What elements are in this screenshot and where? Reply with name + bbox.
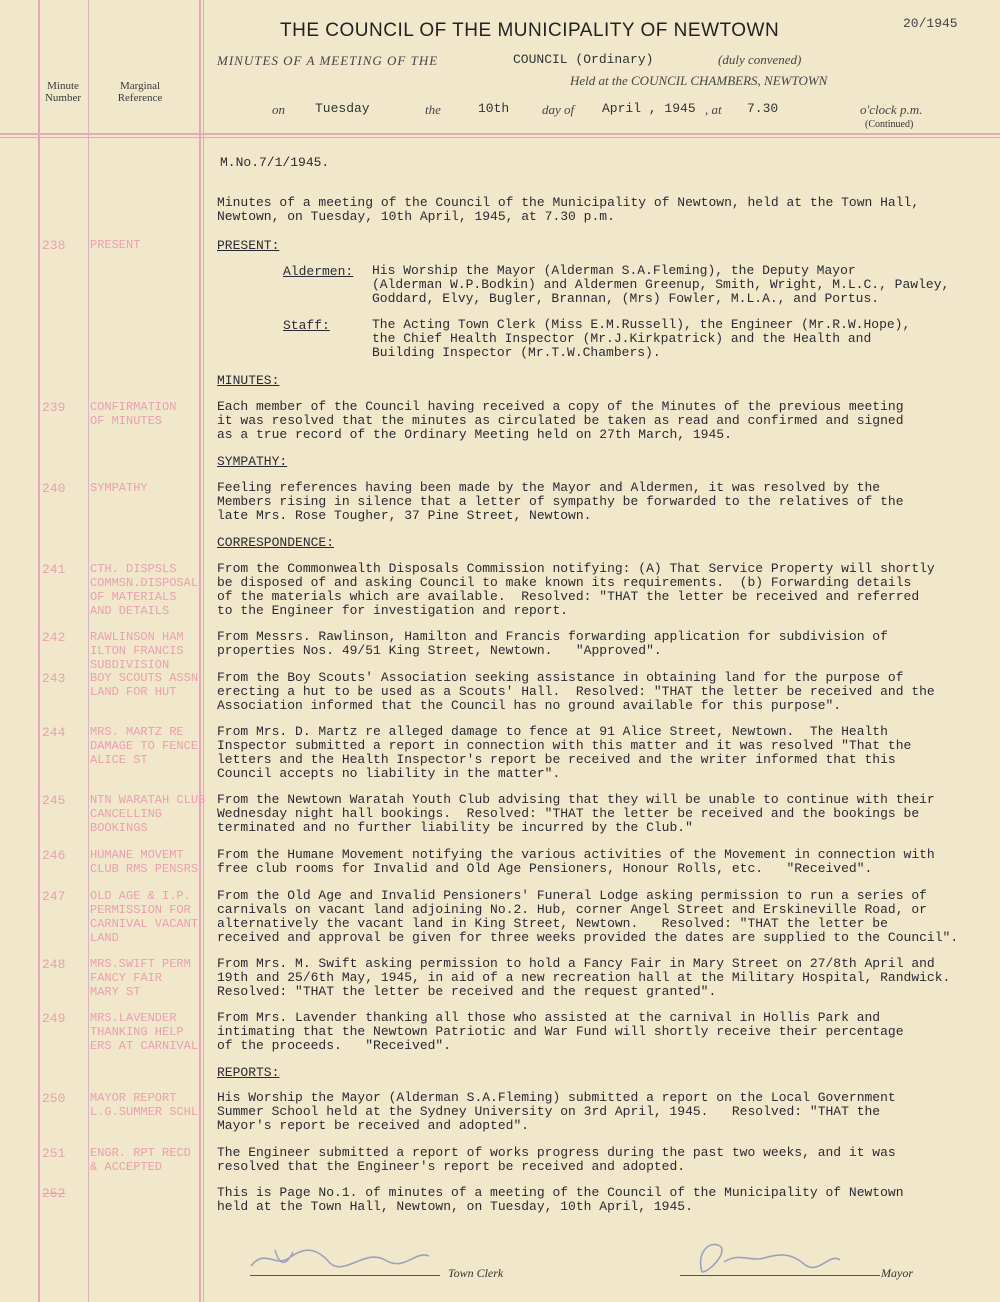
correspondence-247: From the Old Age and Invalid Pensioners' Funeral Lodge asking permission to run a series of carnivals on vacant land adjoining No.2. Hub, corner Angel Street and Erskineville Road, or alternatively the vacant land in King Street, Newtown. Resolved: "THAT the letter be received and approval be given for three weeks provided the dates are supplied to the Council". — [217, 888, 959, 945]
minutes-of-meeting-label: MINUTES OF A MEETING OF THE — [217, 53, 439, 68]
minutes-heading: MINUTES: — [217, 373, 280, 388]
col-header-minute — [40, 80, 86, 104]
col-header-marginal-line2: Reference — [117, 92, 163, 104]
col-header-marginal-line1: Marginal — [119, 80, 161, 92]
minutes-text: Each member of the Council having received a copy of the Minutes of the previous meeting it was resolved that the minutes as circulated be taken as read and confirmed and signed as a true record of the Ordinary Meeting held on 27th March, 1945. — [217, 399, 904, 442]
minute-number-248: 248 — [42, 957, 66, 972]
mayor-label: Mayor — [881, 1266, 913, 1280]
marginal-ref-240: SYMPATHY — [90, 481, 148, 495]
meeting-date: 10th — [478, 101, 510, 116]
header-rule — [0, 133, 1000, 135]
minute-number-247: 247 — [42, 889, 66, 904]
correspondence-242: From Messrs. Rawlinson, Hamilton and Francis forwarding application for subdivision of properties Nos. 49/51 King Street, Newtown. "Approved". — [217, 629, 888, 658]
town-clerk-signature-text: EMRussell — [245, 1238, 251, 1239]
marginal-ref-248: MRS.SWIFT PERM FANCY FAIR MARY ST — [90, 957, 191, 999]
correspondence-246: From the Humane Movement notifying the various activities of the Movement in connection with free club rooms for Invalid and Old Age Pensioners, Honour Rolls, etc. "Received". — [217, 847, 935, 876]
minute-number-238: 238 — [42, 238, 66, 253]
correspondence-248: From Mrs. M. Swift asking permission to hold a Fancy Fair in Mary Street on 27/8th April and 19th and 25/6th May, 1945, in aid of a new recreation hall at the Military Hospital, Randwick. Resolved: "THAT the letter be received and the request granted". — [217, 956, 951, 999]
aldermen-label: Aldermen: — [283, 264, 354, 279]
marginal-ref-238: PRESENT — [90, 238, 141, 252]
marginal-ref-247: OLD AGE & I.P. PERMISSION FOR CARNIVAL VACANT LAND — [90, 889, 199, 945]
correspondence-241: From the Commonwealth Disposals Commission notifying: (A) That Service Property will shortly be disposed of and asking Council to make known its requirements. (b) Forwarding details of the materials which are available. Resolved: "THAT the letter be received and referred to the Engineer for investigation and report. — [217, 561, 935, 618]
mayor-signature-line — [680, 1275, 880, 1276]
at-label: , at — [705, 102, 722, 117]
report-251: The Engineer submitted a report of works progress during the past two weeks, and it was resolved that the Engineer's report be received and adopted. — [217, 1145, 896, 1174]
minute-number-240: 240 — [42, 481, 66, 496]
staff-text: The Acting Town Clerk (Miss E.M.Russell), the Engineer (Mr.R.W.Hope), the Chief Health Inspector (Mr.J.Kirkpatrick) and the Health and Building Inspector (Mr.T.W.Chambers). — [372, 317, 911, 360]
council-title: THE COUNCIL OF THE MUNICIPALITY OF NEWTOWN — [280, 20, 780, 41]
marginal-ref-249: MRS.LAVENDER THANKING HELP ERS AT CARNIVAL — [90, 1011, 199, 1053]
minute-reference: M.No.7/1/1945. — [220, 155, 330, 170]
marginal-ref-250: MAYOR REPORT L.G.SUMMER SCHL — [90, 1091, 199, 1119]
aldermen-text: His Worship the Mayor (Alderman S.A.Fleming), the Deputy Mayor (Alderman W.P.Bodkin) and Aldermen Greenup, Smith, Wright, M.L.C., Pawley, Goddard, Elvy, Bugler, Brannan, (Mrs) Fowler, M.L.A., and Portus. — [372, 263, 950, 306]
margin-rule-right — [199, 0, 201, 1302]
sympathy-heading: SYMPATHY: — [217, 454, 288, 469]
meeting-time: 7.30 — [747, 101, 779, 116]
town-clerk-signature-line — [250, 1275, 440, 1276]
minute-number-239: 239 — [42, 400, 66, 415]
marginal-ref-242: RAWLINSON HAM ILTON FRANCIS SUBDIVISION — [90, 630, 184, 672]
marginal-ref-239: CONFIRMATION OF MINUTES — [90, 400, 177, 428]
minute-number-250: 250 — [42, 1091, 66, 1106]
marginal-ref-241: CTH. DISPSLS COMMSN.DISPOSAL OF MATERIALS AND DETAILS — [90, 562, 199, 618]
sympathy-text: Feeling references having been made by the Mayor and Aldermen, it was resolved by the Members rising in silence that a letter of sympathy be forwarded to the relatives of the late Mrs. Rose Tougher, 37 Pine Street, Newtown. — [217, 480, 904, 523]
margin-rule-middle — [88, 0, 89, 1302]
document-number: 20/1945 — [903, 16, 958, 31]
minute-number-242: 242 — [42, 630, 66, 645]
minute-number-245: 245 — [42, 793, 66, 808]
continued-label: (Continued) — [865, 119, 914, 130]
oclock-label: o'clock p.m. — [860, 102, 923, 117]
correspondence-245: From the Newtown Waratah Youth Club advising that they will be unable to continue with their Wednesday night hall bookings. Resolved: "THAT the letter be received and the bookings be terminated and no further liability be incurred by the Club." — [217, 792, 935, 835]
margin-rule-right-inner — [203, 0, 204, 1302]
duly-convened: (duly convened) — [718, 52, 802, 67]
town-clerk-signature — [245, 1238, 435, 1278]
correspondence-heading: CORRESPONDENCE: — [217, 535, 335, 550]
reports-heading: REPORTS: — [217, 1065, 280, 1080]
mayor-signature-text: S Fleming — [680, 1232, 686, 1233]
staff-label: Staff: — [283, 318, 330, 333]
meeting-month-year: April , 1945 — [602, 101, 696, 116]
present-heading: PRESENT: — [217, 238, 280, 253]
header-rule-inner — [0, 137, 1000, 138]
marginal-ref-245: NTN WARATAH CLUB CANCELLING BOOKINGS — [90, 793, 206, 835]
correspondence-244: From Mrs. D. Martz re alleged damage to fence at 91 Alice Street, Newtown. The Health Inspector submitted a report in connection with this matter and it was resolved "That the letters and the Health Inspector's report be received and the writer informed that this Council accepts no liability in the matter". — [217, 724, 912, 781]
held-at: Held at the COUNCIL CHAMBERS, NEWTOWN — [570, 73, 828, 88]
minute-number-246: 246 — [42, 848, 66, 863]
col-header-minute-line2: Number — [44, 92, 82, 104]
day-of-label: day of — [542, 102, 575, 117]
correspondence-249: From Mrs. Lavender thanking all those who assisted at the carnival in Hollis Park and intimating that the Newtown Patriotic and War Fund will shortly receive their percentage of the proceeds. "Received". — [217, 1010, 904, 1053]
meeting-day: Tuesday — [315, 101, 370, 116]
minute-number-251: 251 — [42, 1146, 66, 1161]
minute-number-252-struck: 252 — [42, 1186, 66, 1201]
marginal-ref-246: HUMANE MOVEMT CLUB RMS PENSRS — [90, 848, 199, 876]
page-note: This is Page No.1. of minutes of a meeting of the Council of the Municipality of Newtown held at the Town Hall, Newtown, on Tuesday, 10th April, 1945. — [217, 1185, 904, 1214]
marginal-ref-251: ENGR. RPT RECD & ACCEPTED — [90, 1146, 191, 1174]
report-250: His Worship the Mayor (Alderman S.A.Fleming) submitted a report on the Local Government Summer School held at the Sydney University on 3rd April, 1945. Resolved: "THAT the Mayor's report be received and adopted". — [217, 1090, 896, 1133]
marginal-ref-243: BOY SCOUTS ASSN LAND FOR HUT — [90, 671, 199, 699]
town-clerk-label: Town Clerk — [448, 1266, 504, 1280]
on-label: on — [272, 102, 285, 117]
correspondence-243: From the Boy Scouts' Association seeking assistance in obtaining land for the purpose of erecting a hut to be used as a Scouts' Hall. Resolved: "THAT the letter be received and the Association informed that the Council has no ground available for this purpose". — [217, 670, 935, 713]
minute-number-243: 243 — [42, 671, 66, 686]
col-header-minute-line1: Minute — [47, 80, 79, 92]
marginal-ref-244: MRS. MARTZ RE DAMAGE TO FENCE ALICE ST — [90, 725, 199, 767]
intro-paragraph: Minutes of a meeting of the Council of the Municipality of Newtown, held at the Town Hall, Newtown, on Tuesday, 10th April, 1945, at 7.30 p.m. — [217, 195, 920, 224]
minute-number-249: 249 — [42, 1011, 66, 1026]
minute-number-244: 244 — [42, 725, 66, 740]
meeting-type: COUNCIL (Ordinary) — [513, 52, 654, 67]
margin-rule-left — [38, 0, 40, 1302]
the-label: the — [425, 102, 441, 117]
minute-number-241: 241 — [42, 562, 66, 577]
col-header-marginal — [100, 80, 180, 104]
